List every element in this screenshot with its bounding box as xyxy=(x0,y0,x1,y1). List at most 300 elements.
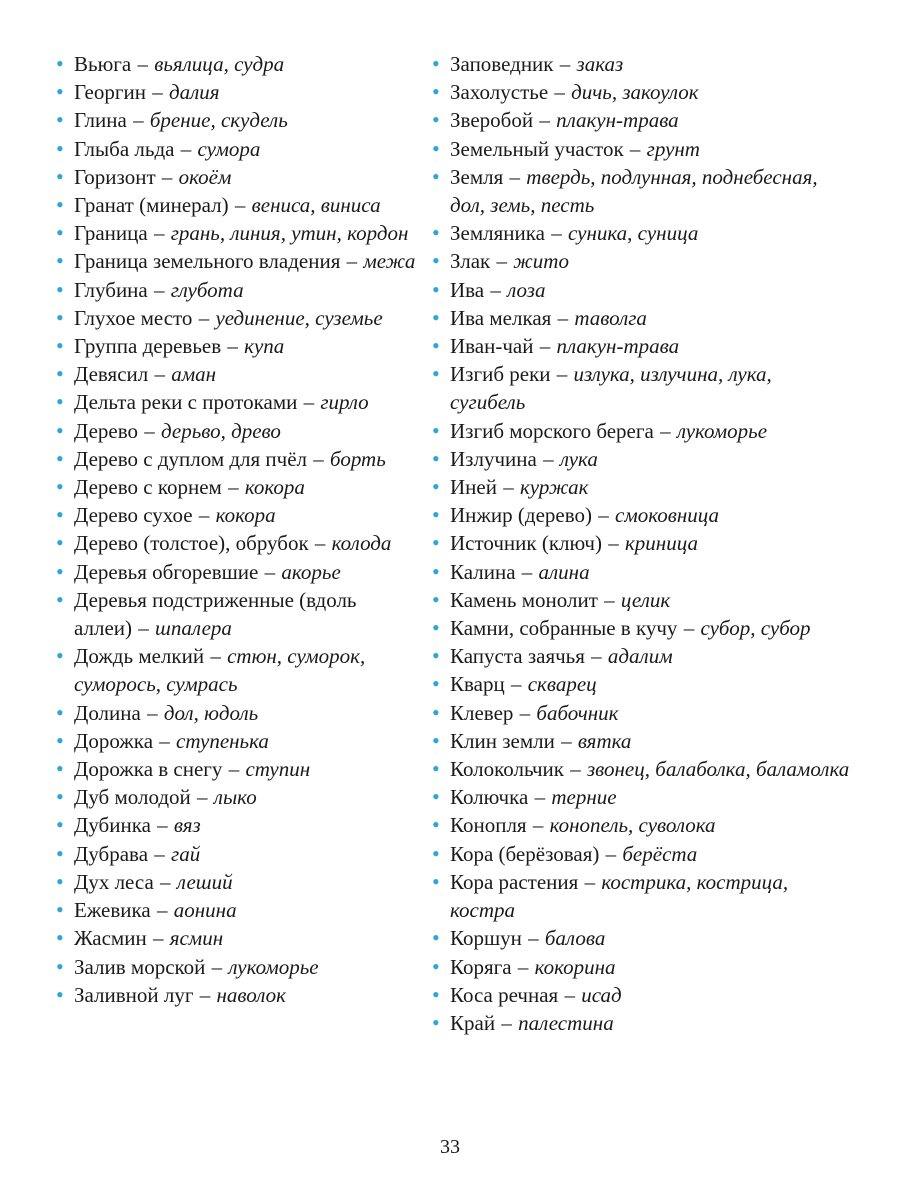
entry-dash: – xyxy=(624,136,646,161)
entry-term: Граница xyxy=(74,221,148,246)
entry-dash: – xyxy=(206,954,228,979)
bullet-icon: • xyxy=(56,333,64,359)
bullet-icon: • xyxy=(56,248,64,274)
entry-definition: вятка xyxy=(577,728,632,753)
entry-term: Коршун xyxy=(450,926,522,951)
entry-dash: – xyxy=(139,418,160,443)
entry-term: Заливной луг xyxy=(74,982,194,1007)
entry-dash: – xyxy=(298,390,320,415)
dictionary-entry xyxy=(432,840,852,868)
bullet-icon: • xyxy=(432,784,440,810)
entry-term: Ежевика xyxy=(74,898,151,923)
dictionary-entry xyxy=(56,135,416,163)
entry-definition: кокорина xyxy=(534,954,616,979)
dictionary-entry xyxy=(56,304,416,332)
entry-term: Край xyxy=(450,1010,496,1035)
bullet-icon: • xyxy=(432,727,440,753)
entry-term: Клин земли xyxy=(450,728,555,753)
entry-definition: леший xyxy=(176,869,233,894)
dictionary-entry xyxy=(432,924,852,952)
entry-term: Камень монолит xyxy=(450,587,598,612)
bullet-icon: • xyxy=(432,502,440,528)
dictionary-entry xyxy=(56,388,416,416)
bullet-icon: • xyxy=(56,953,64,979)
bullet-icon: • xyxy=(56,192,64,218)
entry-dash: – xyxy=(505,672,527,697)
entry-dash: – xyxy=(598,587,620,612)
bullet-icon: • xyxy=(56,925,64,951)
entry-term: Девясил xyxy=(74,362,149,387)
dictionary-entry xyxy=(432,445,852,473)
entry-definition: аонина xyxy=(173,898,237,923)
entry-definition: шпалера xyxy=(155,616,232,641)
entry-definition: куржак xyxy=(519,475,589,500)
dictionary-entry xyxy=(432,586,852,614)
bullet-icon: • xyxy=(432,530,440,556)
left-column xyxy=(56,50,416,1009)
bullet-icon: • xyxy=(56,220,64,246)
entry-term: Колючка xyxy=(450,785,529,810)
entry-dash: – xyxy=(516,559,538,584)
entry-definition: берёста xyxy=(622,841,698,866)
entry-term: Ива мелкая xyxy=(450,305,552,330)
dictionary-entry xyxy=(56,247,416,275)
bullet-icon: • xyxy=(56,558,64,584)
entry-definition: звонец, балаболка, баламолка xyxy=(586,757,850,782)
dictionary-entry xyxy=(56,896,416,924)
bullet-icon: • xyxy=(432,248,440,274)
bullet-icon: • xyxy=(432,1009,440,1035)
bullet-icon: • xyxy=(56,79,64,105)
dictionary-entry xyxy=(56,529,416,557)
entry-definition: смоковница xyxy=(615,503,720,528)
dictionary-entry xyxy=(432,78,852,106)
entry-dash: – xyxy=(497,475,519,500)
entry-term: Захолустье xyxy=(450,80,549,105)
entry-dash: – xyxy=(579,869,601,894)
dictionary-entry xyxy=(432,642,852,670)
entry-definition: гай xyxy=(171,841,201,866)
entry-definition: дичь, закоулок xyxy=(571,80,699,105)
entry-definition: купа xyxy=(244,334,285,359)
entry-dash: – xyxy=(156,164,178,189)
entry-dash: – xyxy=(229,193,251,218)
entry-term: Зверобой xyxy=(450,108,534,133)
bullet-icon: • xyxy=(432,925,440,951)
entry-dash: – xyxy=(308,446,330,471)
bullet-icon: • xyxy=(432,163,440,189)
entry-dash: – xyxy=(549,80,571,105)
entry-dash: – xyxy=(522,926,544,951)
dictionary-entry xyxy=(432,1009,852,1037)
entry-term: Земляника xyxy=(450,221,545,246)
bullet-icon: • xyxy=(56,389,64,415)
entry-dash: – xyxy=(222,334,244,359)
dictionary-entry xyxy=(432,529,852,557)
entry-definition: алина xyxy=(538,559,590,584)
entry-dash: – xyxy=(148,221,170,246)
dictionary-entry xyxy=(56,106,416,134)
entry-dash: – xyxy=(496,1010,518,1035)
entry-dash: – xyxy=(537,446,559,471)
entry-definition: скварец xyxy=(527,672,597,697)
entry-definition: бабочник xyxy=(536,700,619,725)
bullet-icon: • xyxy=(56,135,64,161)
entry-definition: вьялица, судра xyxy=(154,52,285,76)
entry-dash: – xyxy=(504,164,526,189)
dictionary-entry xyxy=(432,811,852,839)
entry-term: Источник (ключ) xyxy=(450,531,602,556)
bullet-icon: • xyxy=(432,868,440,894)
dictionary-entry xyxy=(432,981,852,1009)
entry-term: Деревья обгоревшие xyxy=(74,559,259,584)
bullet-icon: • xyxy=(56,474,64,500)
entry-definition: стюн, суморок, суморось, сумрась xyxy=(74,644,366,697)
bullet-icon: • xyxy=(432,135,440,161)
entry-dash: – xyxy=(154,728,176,753)
dictionary-entry xyxy=(432,727,852,755)
entry-term: Иван-чай xyxy=(450,334,534,359)
entry-dash: – xyxy=(259,559,281,584)
dictionary-entry xyxy=(432,868,852,924)
entry-definition: акорье xyxy=(281,559,341,584)
entry-definition: плакун-трава xyxy=(556,108,679,133)
entry-dash: – xyxy=(147,926,169,951)
entry-definition: лыко xyxy=(213,785,257,810)
entry-term: Камни, собранные в кучу xyxy=(450,616,678,641)
entry-definition: кокора xyxy=(215,503,276,528)
dictionary-entry xyxy=(432,755,852,783)
dictionary-entry xyxy=(432,699,852,727)
entry-dash: – xyxy=(223,757,245,782)
entry-definition: вяз xyxy=(173,813,201,838)
entry-term: Дождь мелкий xyxy=(74,644,205,669)
dictionary-entry xyxy=(56,642,416,698)
entry-term: Иней xyxy=(450,475,497,500)
entry-term: Заповедник xyxy=(450,52,554,76)
dictionary-entry xyxy=(432,417,852,445)
entry-term: Гранат (минерал) xyxy=(74,193,229,218)
dictionary-entry xyxy=(56,586,416,642)
bullet-icon: • xyxy=(56,361,64,387)
bullet-icon: • xyxy=(432,671,440,697)
entry-definition: палестина xyxy=(518,1010,614,1035)
entry-dash: – xyxy=(148,277,170,302)
entry-term: Граница земельного владения xyxy=(74,249,341,274)
entry-definition: заказ xyxy=(576,52,624,76)
entry-dash: – xyxy=(514,700,536,725)
entry-term: Вьюга xyxy=(74,52,132,76)
entry-dash: – xyxy=(593,503,614,528)
entry-term: Кора (берёзовая) xyxy=(450,841,600,866)
entry-term: Глыба льда xyxy=(74,136,175,161)
entry-definition: жито xyxy=(513,249,569,274)
bullet-icon: • xyxy=(432,79,440,105)
page-number: 33 xyxy=(440,1136,460,1158)
entry-definition: лука xyxy=(559,446,598,471)
bullet-icon: • xyxy=(56,530,64,556)
entry-definition: субор, субор xyxy=(700,616,811,641)
bullet-icon: • xyxy=(432,558,440,584)
entry-definition: плакун-трава xyxy=(556,334,680,359)
entry-definition: окоём xyxy=(178,164,232,189)
entry-dash: – xyxy=(600,841,622,866)
entry-term: Излучина xyxy=(450,446,537,471)
entry-term: Горизонт xyxy=(74,164,156,189)
entry-definition: дол, юдоль xyxy=(163,700,259,725)
bullet-icon: • xyxy=(432,417,440,443)
entry-term: Залив морской xyxy=(74,954,206,979)
dictionary-entry xyxy=(56,501,416,529)
bullet-icon: • xyxy=(56,502,64,528)
entry-dash: – xyxy=(602,531,624,556)
bullet-icon: • xyxy=(432,981,440,1007)
entry-term: Земля xyxy=(450,164,504,189)
dictionary-entry xyxy=(56,558,416,586)
entry-dash: – xyxy=(485,277,507,302)
dictionary-entry xyxy=(56,78,416,106)
entry-dash: – xyxy=(127,108,149,133)
entry-dash: – xyxy=(175,136,197,161)
entry-dash: – xyxy=(154,869,176,894)
bullet-icon: • xyxy=(432,615,440,641)
bullet-icon: • xyxy=(56,276,64,302)
entry-term: Земельный участок xyxy=(450,136,624,161)
bullet-icon: • xyxy=(56,304,64,330)
entry-term: Деревья подстриженные (вдоль аллеи) xyxy=(74,587,357,641)
entry-definition: криница xyxy=(624,531,698,556)
dictionary-entry xyxy=(432,332,852,360)
entry-definition: гирло xyxy=(320,390,369,415)
entry-dash: – xyxy=(527,813,549,838)
dictionary-entry xyxy=(56,191,416,219)
entry-dash: – xyxy=(151,898,173,923)
dictionary-entry xyxy=(432,953,852,981)
bullet-icon: • xyxy=(56,868,64,894)
entry-definition: межа xyxy=(363,249,416,274)
entry-definition: брение, скудель xyxy=(149,108,288,133)
entry-definition: кострика, кострица, костра xyxy=(450,869,789,923)
entry-dash: – xyxy=(205,644,227,669)
bullet-icon: • xyxy=(432,756,440,782)
entry-definition: лукоморье xyxy=(676,418,768,443)
entry-term: Кварц xyxy=(450,672,505,697)
entry-term: Дерево xyxy=(74,418,138,443)
dictionary-entry xyxy=(56,360,416,388)
dictionary-entry xyxy=(432,783,852,811)
bullet-icon: • xyxy=(432,361,440,387)
dictionary-entry xyxy=(56,840,416,868)
bullet-icon: • xyxy=(432,812,440,838)
entry-term: Конопля xyxy=(450,813,527,838)
entry-term: Дух леса xyxy=(74,869,154,894)
entry-definition: излука, излучина, лука, сугибель xyxy=(450,362,772,415)
entry-dash: – xyxy=(554,52,576,76)
dictionary-entry xyxy=(432,135,852,163)
entry-term: Кора растения xyxy=(450,869,579,894)
dictionary-entry xyxy=(56,332,416,360)
entry-dash: – xyxy=(151,813,173,838)
bullet-icon: • xyxy=(432,840,440,866)
entry-dash: – xyxy=(193,305,215,330)
dictionary-entry xyxy=(56,276,416,304)
entry-definition: лоза xyxy=(507,277,546,302)
entry-term: Дубинка xyxy=(74,813,151,838)
entry-definition: исад xyxy=(581,982,622,1007)
entry-definition: уединение, суземье xyxy=(215,305,383,330)
bullet-icon: • xyxy=(56,784,64,810)
dictionary-entry xyxy=(56,953,416,981)
entry-definition: конопель, суволока xyxy=(549,813,716,838)
entry-term: Дерево с дуплом для пчёл xyxy=(74,446,308,471)
entry-dash: – xyxy=(141,700,163,725)
bullet-icon: • xyxy=(432,586,440,612)
entry-definition: аман xyxy=(171,362,217,387)
entry-term: Инжир (дерево) xyxy=(450,503,592,528)
entry-dash: – xyxy=(585,644,607,669)
bullet-icon: • xyxy=(432,304,440,330)
dictionary-entry xyxy=(432,473,852,501)
entry-term: Дельта реки с протоками xyxy=(74,390,298,415)
entry-dash: – xyxy=(194,982,216,1007)
entry-term: Долина xyxy=(74,700,141,725)
dictionary-entry xyxy=(56,811,416,839)
entry-term: Дерево сухое xyxy=(74,503,193,528)
dictionary-entry xyxy=(56,699,416,727)
dictionary-entry xyxy=(56,755,416,783)
entry-definition: ступин xyxy=(245,757,311,782)
entry-definition: сумора xyxy=(197,136,261,161)
entry-definition: грунт xyxy=(646,136,700,161)
entry-definition: дерьво, древо xyxy=(161,418,281,443)
bullet-icon: • xyxy=(56,586,64,612)
bullet-icon: • xyxy=(56,756,64,782)
dictionary-entry xyxy=(432,50,852,78)
entry-definition: далия xyxy=(168,80,220,105)
bullet-icon: • xyxy=(56,699,64,725)
entry-term: Жасмин xyxy=(74,926,147,951)
bullet-icon: • xyxy=(56,107,64,133)
entry-dash: – xyxy=(552,305,574,330)
entry-term: Злак xyxy=(450,249,491,274)
bullet-icon: • xyxy=(432,643,440,669)
bullet-icon: • xyxy=(56,897,64,923)
dictionary-entry xyxy=(56,981,416,1009)
entry-term: Георгин xyxy=(74,80,146,105)
dictionary-entry xyxy=(432,247,852,275)
entry-dash: – xyxy=(133,616,155,641)
entry-dash: – xyxy=(132,52,154,76)
entry-definition: адалим xyxy=(607,644,673,669)
entry-dash: – xyxy=(309,531,331,556)
entry-term: Дорожка xyxy=(74,728,154,753)
dictionary-entry xyxy=(56,50,416,78)
entry-dash: – xyxy=(512,954,534,979)
dictionary-entry xyxy=(432,501,852,529)
entry-definition: твердь, подлунная, поднебесная, дол, земь, песть xyxy=(450,164,818,218)
bullet-icon: • xyxy=(56,643,64,669)
dictionary-entry xyxy=(56,924,416,952)
bullet-icon: • xyxy=(432,699,440,725)
dictionary-entry xyxy=(432,163,852,219)
right-column xyxy=(432,50,852,1037)
bullet-icon: • xyxy=(56,417,64,443)
entry-dash: – xyxy=(529,785,551,810)
entry-dash: – xyxy=(222,475,244,500)
entry-dash: – xyxy=(678,616,700,641)
entry-dash: – xyxy=(191,785,213,810)
entry-definition: терние xyxy=(551,785,617,810)
entry-definition: кокора xyxy=(244,475,305,500)
entry-term: Изгиб морского берега xyxy=(450,418,654,443)
dictionary-entry xyxy=(56,868,416,896)
dictionary-entry xyxy=(432,304,852,332)
entry-term: Изгиб реки xyxy=(450,362,551,387)
bullet-icon: • xyxy=(432,220,440,246)
entry-dash: – xyxy=(564,757,586,782)
dictionary-entry xyxy=(56,219,416,247)
entry-definition: ступенька xyxy=(176,728,269,753)
entry-term: Колокольчик xyxy=(450,757,564,782)
dictionary-entry xyxy=(432,360,852,416)
dictionary-entry xyxy=(432,614,852,642)
entry-term: Калина xyxy=(450,559,516,584)
entry-definition: колода xyxy=(331,531,392,556)
entry-dash: – xyxy=(559,982,581,1007)
entry-term: Коряга xyxy=(450,954,512,979)
dictionary-entry xyxy=(432,558,852,586)
dictionary-entry xyxy=(432,670,852,698)
entry-dash: – xyxy=(149,841,171,866)
entry-dash: – xyxy=(341,249,363,274)
entry-term: Глина xyxy=(74,108,127,133)
entry-term: Дубрава xyxy=(74,841,149,866)
dictionary-entry xyxy=(432,219,852,247)
entry-term: Коса речная xyxy=(450,982,559,1007)
dictionary-entry xyxy=(56,417,416,445)
bullet-icon: • xyxy=(432,445,440,471)
dictionary-entry xyxy=(56,783,416,811)
bullet-icon: • xyxy=(56,727,64,753)
entry-definition: ясмин xyxy=(169,926,224,951)
entry-definition: борть xyxy=(330,446,386,471)
entry-dash: – xyxy=(654,418,676,443)
dictionary-entry xyxy=(56,473,416,501)
entry-term: Глубина xyxy=(74,277,148,302)
bullet-icon: • xyxy=(432,51,440,76)
dictionary-entry xyxy=(432,106,852,134)
bullet-icon: • xyxy=(432,953,440,979)
entry-dash: – xyxy=(149,362,171,387)
entry-term: Дерево (толстое), обрубок xyxy=(74,531,309,556)
entry-term: Глухое место xyxy=(74,305,193,330)
bullet-icon: • xyxy=(432,107,440,133)
entry-dash: – xyxy=(534,108,556,133)
dictionary-entry xyxy=(56,727,416,755)
bullet-icon: • xyxy=(432,474,440,500)
entry-term: Дуб молодой xyxy=(74,785,191,810)
entry-term: Дерево с корнем xyxy=(74,475,222,500)
entry-dash: – xyxy=(491,249,513,274)
bullet-icon: • xyxy=(56,445,64,471)
bullet-icon: • xyxy=(432,333,440,359)
entry-term: Клевер xyxy=(450,700,514,725)
entry-dash: – xyxy=(545,221,567,246)
entry-definition: таволга xyxy=(574,305,647,330)
bullet-icon: • xyxy=(56,51,64,76)
entry-dash: – xyxy=(534,334,556,359)
bullet-icon: • xyxy=(432,276,440,302)
